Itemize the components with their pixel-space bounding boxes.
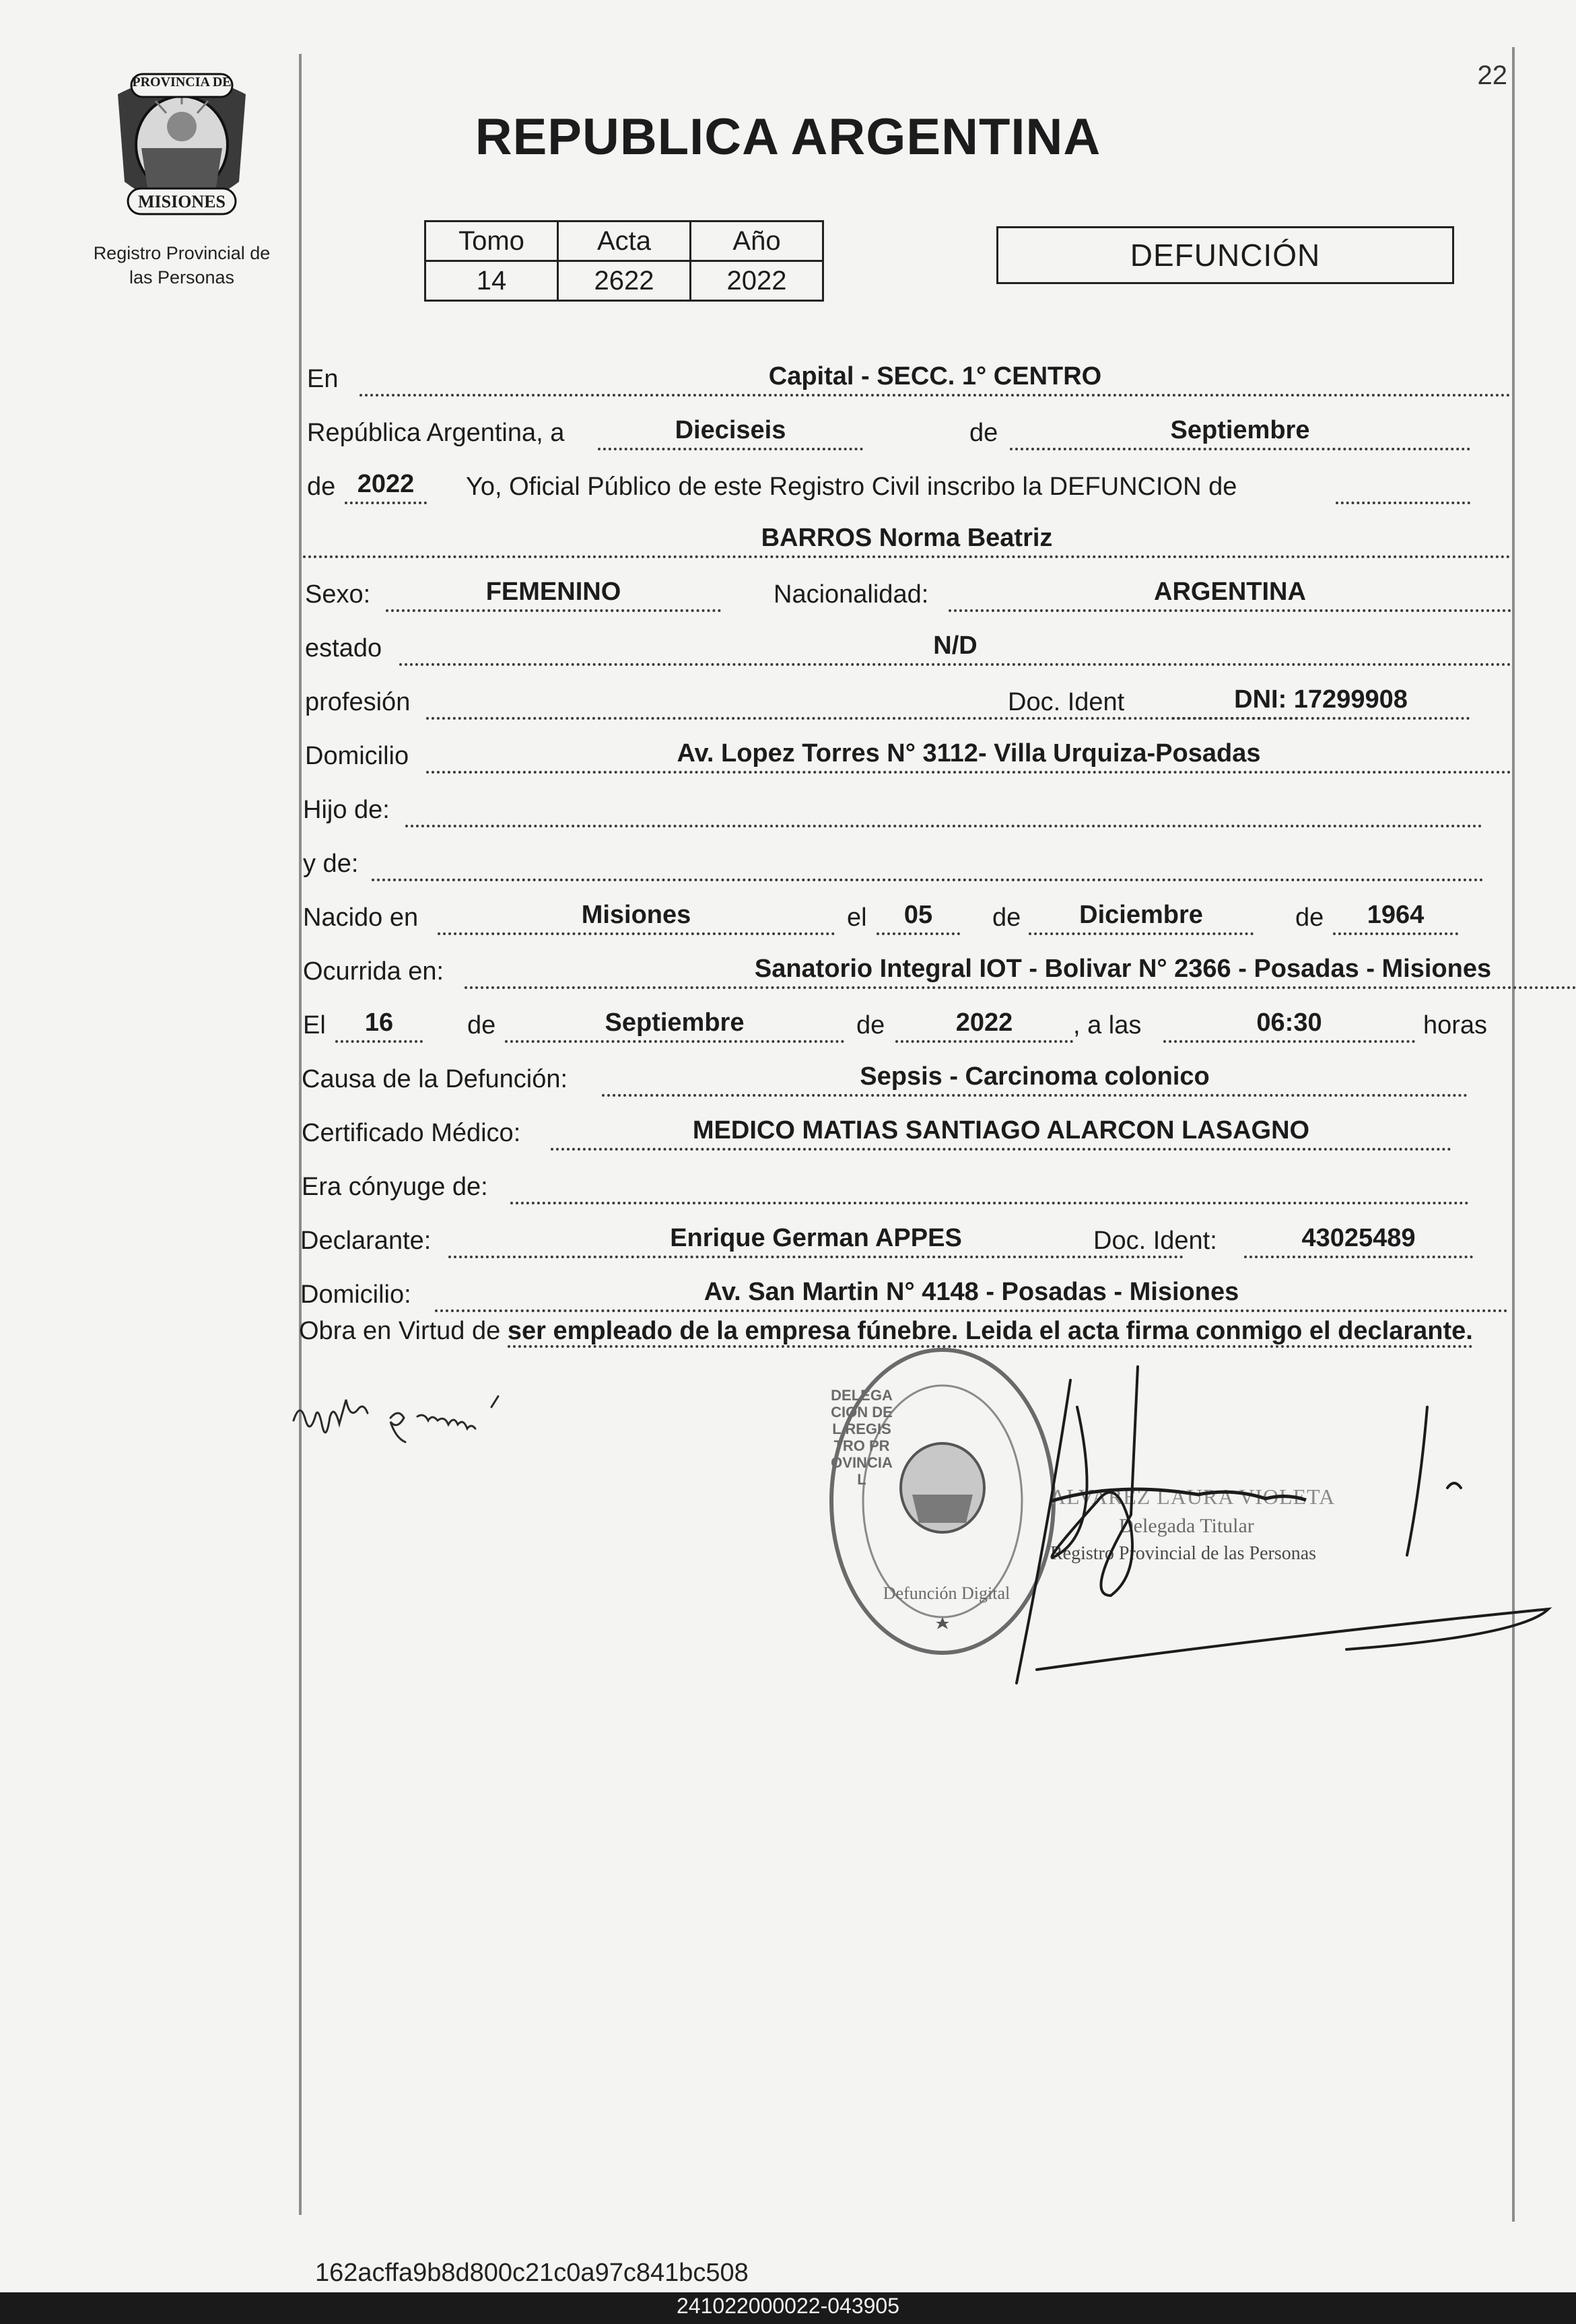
row-declarante — [300, 1222, 1512, 1256]
field-certificado: MEDICO MATIAS SANTIAGO ALARCON LASAGNO — [551, 1117, 1451, 1151]
field-causa: Sepsis - Carcinoma colonico — [602, 1063, 1468, 1097]
field-domicilio: Av. Lopez Torres N° 3112- Villa Urquiza-Posadas — [426, 740, 1511, 774]
label-estado: estado — [305, 634, 382, 662]
register-header-cell: Año — [691, 221, 823, 261]
row-profesion — [305, 683, 1512, 717]
official-signature-icon — [1010, 1353, 1562, 1703]
register-header-cell: Acta — [558, 221, 691, 261]
page-number: 22 — [1477, 61, 1507, 90]
label-doc-ident-declarante: Doc. Ident: — [1093, 1227, 1217, 1255]
field-nacido-en: Misiones — [438, 901, 835, 935]
label-nacionalidad: Nacionalidad: — [774, 580, 929, 609]
page-title: REPUBLICA ARGENTINA — [475, 108, 1101, 166]
footer-code: 241022000022-043905 — [677, 2294, 899, 2318]
label-causa: Causa de la Defunción: — [302, 1065, 568, 1093]
row-anio — [307, 468, 1512, 502]
label-en: En — [307, 365, 339, 393]
label-domicilio: Domicilio — [305, 742, 409, 770]
label-de: de — [307, 473, 336, 501]
emblem-text-top: PROVINCIA DE — [132, 75, 232, 90]
label-de: de — [969, 419, 998, 447]
stamp-ring-text: DELEGACION DEL REGISTRO PROVINCIAL — [831, 1387, 893, 1488]
label-el: el — [847, 903, 867, 932]
label-profesion: profesión — [305, 688, 411, 716]
field-y-de — [372, 875, 1484, 881]
field-profesion — [426, 713, 1299, 720]
label-de: de — [992, 903, 1021, 932]
label-domicilio-declarante: Domicilio: — [300, 1280, 411, 1309]
row-certificado — [302, 1114, 1512, 1148]
register-value-row — [425, 261, 823, 301]
field-declarante: Enrique German APPES — [448, 1225, 1184, 1258]
register-value-cell: 2022 — [691, 261, 823, 301]
field-nac-dia: 05 — [877, 901, 960, 935]
field-dia: Dieciseis — [598, 417, 863, 450]
row-sexo — [305, 576, 1512, 609]
label-de: de — [1295, 903, 1324, 932]
register-header-row — [425, 221, 823, 261]
field-sexo: FEMENINO — [386, 578, 721, 612]
field-lugar: Capital - SECC. 1° CENTRO — [359, 363, 1511, 397]
field-nac-mes: Diciembre — [1029, 901, 1254, 935]
label-conyuge: Era cónyuge de: — [302, 1173, 488, 1201]
label-de: de — [467, 1011, 496, 1039]
field-anio: 2022 — [345, 471, 427, 504]
label-yo-oficial: Yo, Oficial Público de este Registro Civil inscribo la DEFUNCION de — [466, 473, 1237, 501]
field-declarante-domicilio: Av. San Martin N° 4148 - Posadas - Misiones — [435, 1278, 1508, 1312]
row-declarante-domicilio — [300, 1276, 1512, 1309]
field-def-dia: 16 — [335, 1009, 423, 1043]
field-def-mes: Septiembre — [505, 1009, 844, 1043]
label-ocurrida-en: Ocurrida en: — [303, 957, 444, 986]
label-horas: horas — [1423, 1011, 1488, 1039]
field-nombre: BARROS Norma Beatriz — [303, 524, 1511, 558]
field-conyuge — [510, 1198, 1469, 1204]
field-def-anio: 2022 — [895, 1009, 1073, 1043]
document-hash: 162acffa9b8d800c21c0a97c841bc508 — [315, 2259, 749, 2287]
stamp-inner-text: Defunción Digital — [883, 1583, 1010, 1603]
label-el-cap: El — [303, 1011, 326, 1039]
label-republica: República Argentina, a — [307, 419, 565, 447]
label-nacido-en: Nacido en — [303, 903, 419, 932]
label-y-de: y de: — [303, 850, 359, 878]
register-header-cell: Tomo — [425, 221, 558, 261]
field-ocurrida-en: Sanatorio Integral IOT - Bolivar N° 2366 - Posadas - Misiones — [465, 955, 1576, 989]
label-doc-ident: Doc. Ident — [1008, 688, 1125, 716]
official-role: Delegada Titular — [1119, 1515, 1254, 1537]
field-hijo-de — [405, 821, 1482, 827]
label-declarante: Declarante: — [300, 1227, 432, 1255]
registry-label — [67, 241, 296, 289]
register-value-cell: 2622 — [558, 261, 691, 301]
field-anio-trailing — [1336, 498, 1470, 504]
row-fecha-defuncion — [303, 1006, 1512, 1040]
official-name: ALVAREZ LAURA VIOLETA — [1050, 1484, 1336, 1509]
register-table — [424, 220, 824, 302]
field-nacionalidad: ARGENTINA — [949, 578, 1511, 612]
emblem-text-bottom: MISIONES — [137, 192, 226, 211]
row-lugar — [307, 360, 1512, 394]
field-mes: Septiembre — [1010, 417, 1470, 450]
label-de: de — [856, 1011, 885, 1039]
row-ocurrida-en — [303, 953, 1512, 986]
field-obra: ser empleado de la empresa fúnebre. Leida el acta firma conmigo el declarante. — [508, 1317, 1473, 1348]
register-value-cell: 14 — [425, 261, 558, 301]
right-margin-line — [1512, 47, 1515, 2222]
field-doc-ident: DNI: 17299908 — [1172, 686, 1470, 720]
registry-line-2: las Personas — [129, 267, 235, 287]
row-nombre — [303, 522, 1512, 555]
label-a-las: , a las — [1073, 1011, 1142, 1039]
field-nac-anio: 1964 — [1333, 901, 1458, 935]
row-nacimiento — [303, 899, 1512, 932]
label-hijo-de: Hijo de: — [303, 796, 390, 824]
row-fecha-inscripcion — [307, 414, 1512, 448]
label-sexo: Sexo: — [305, 580, 371, 609]
row-hijo-de — [303, 791, 1512, 825]
obra-en-virtud — [299, 1313, 1503, 1349]
field-estado: N/D — [399, 632, 1511, 666]
label-certificado: Certificado Médico: — [302, 1119, 521, 1147]
label-obra: Obra en Virtud de — [299, 1317, 501, 1345]
row-estado — [305, 629, 1512, 663]
row-domicilio — [305, 737, 1512, 771]
row-causa — [302, 1060, 1512, 1094]
official-office: Registro Provincial de las Personas — [1050, 1543, 1317, 1564]
field-declarante-doc: 43025489 — [1244, 1225, 1473, 1258]
field-def-hora: 06:30 — [1163, 1009, 1415, 1043]
acta-type-box: DEFUNCIÓN — [996, 226, 1454, 284]
registry-line-1: Registro Provincial de — [93, 243, 271, 263]
row-conyuge — [302, 1168, 1512, 1202]
row-y-de — [303, 845, 1512, 879]
